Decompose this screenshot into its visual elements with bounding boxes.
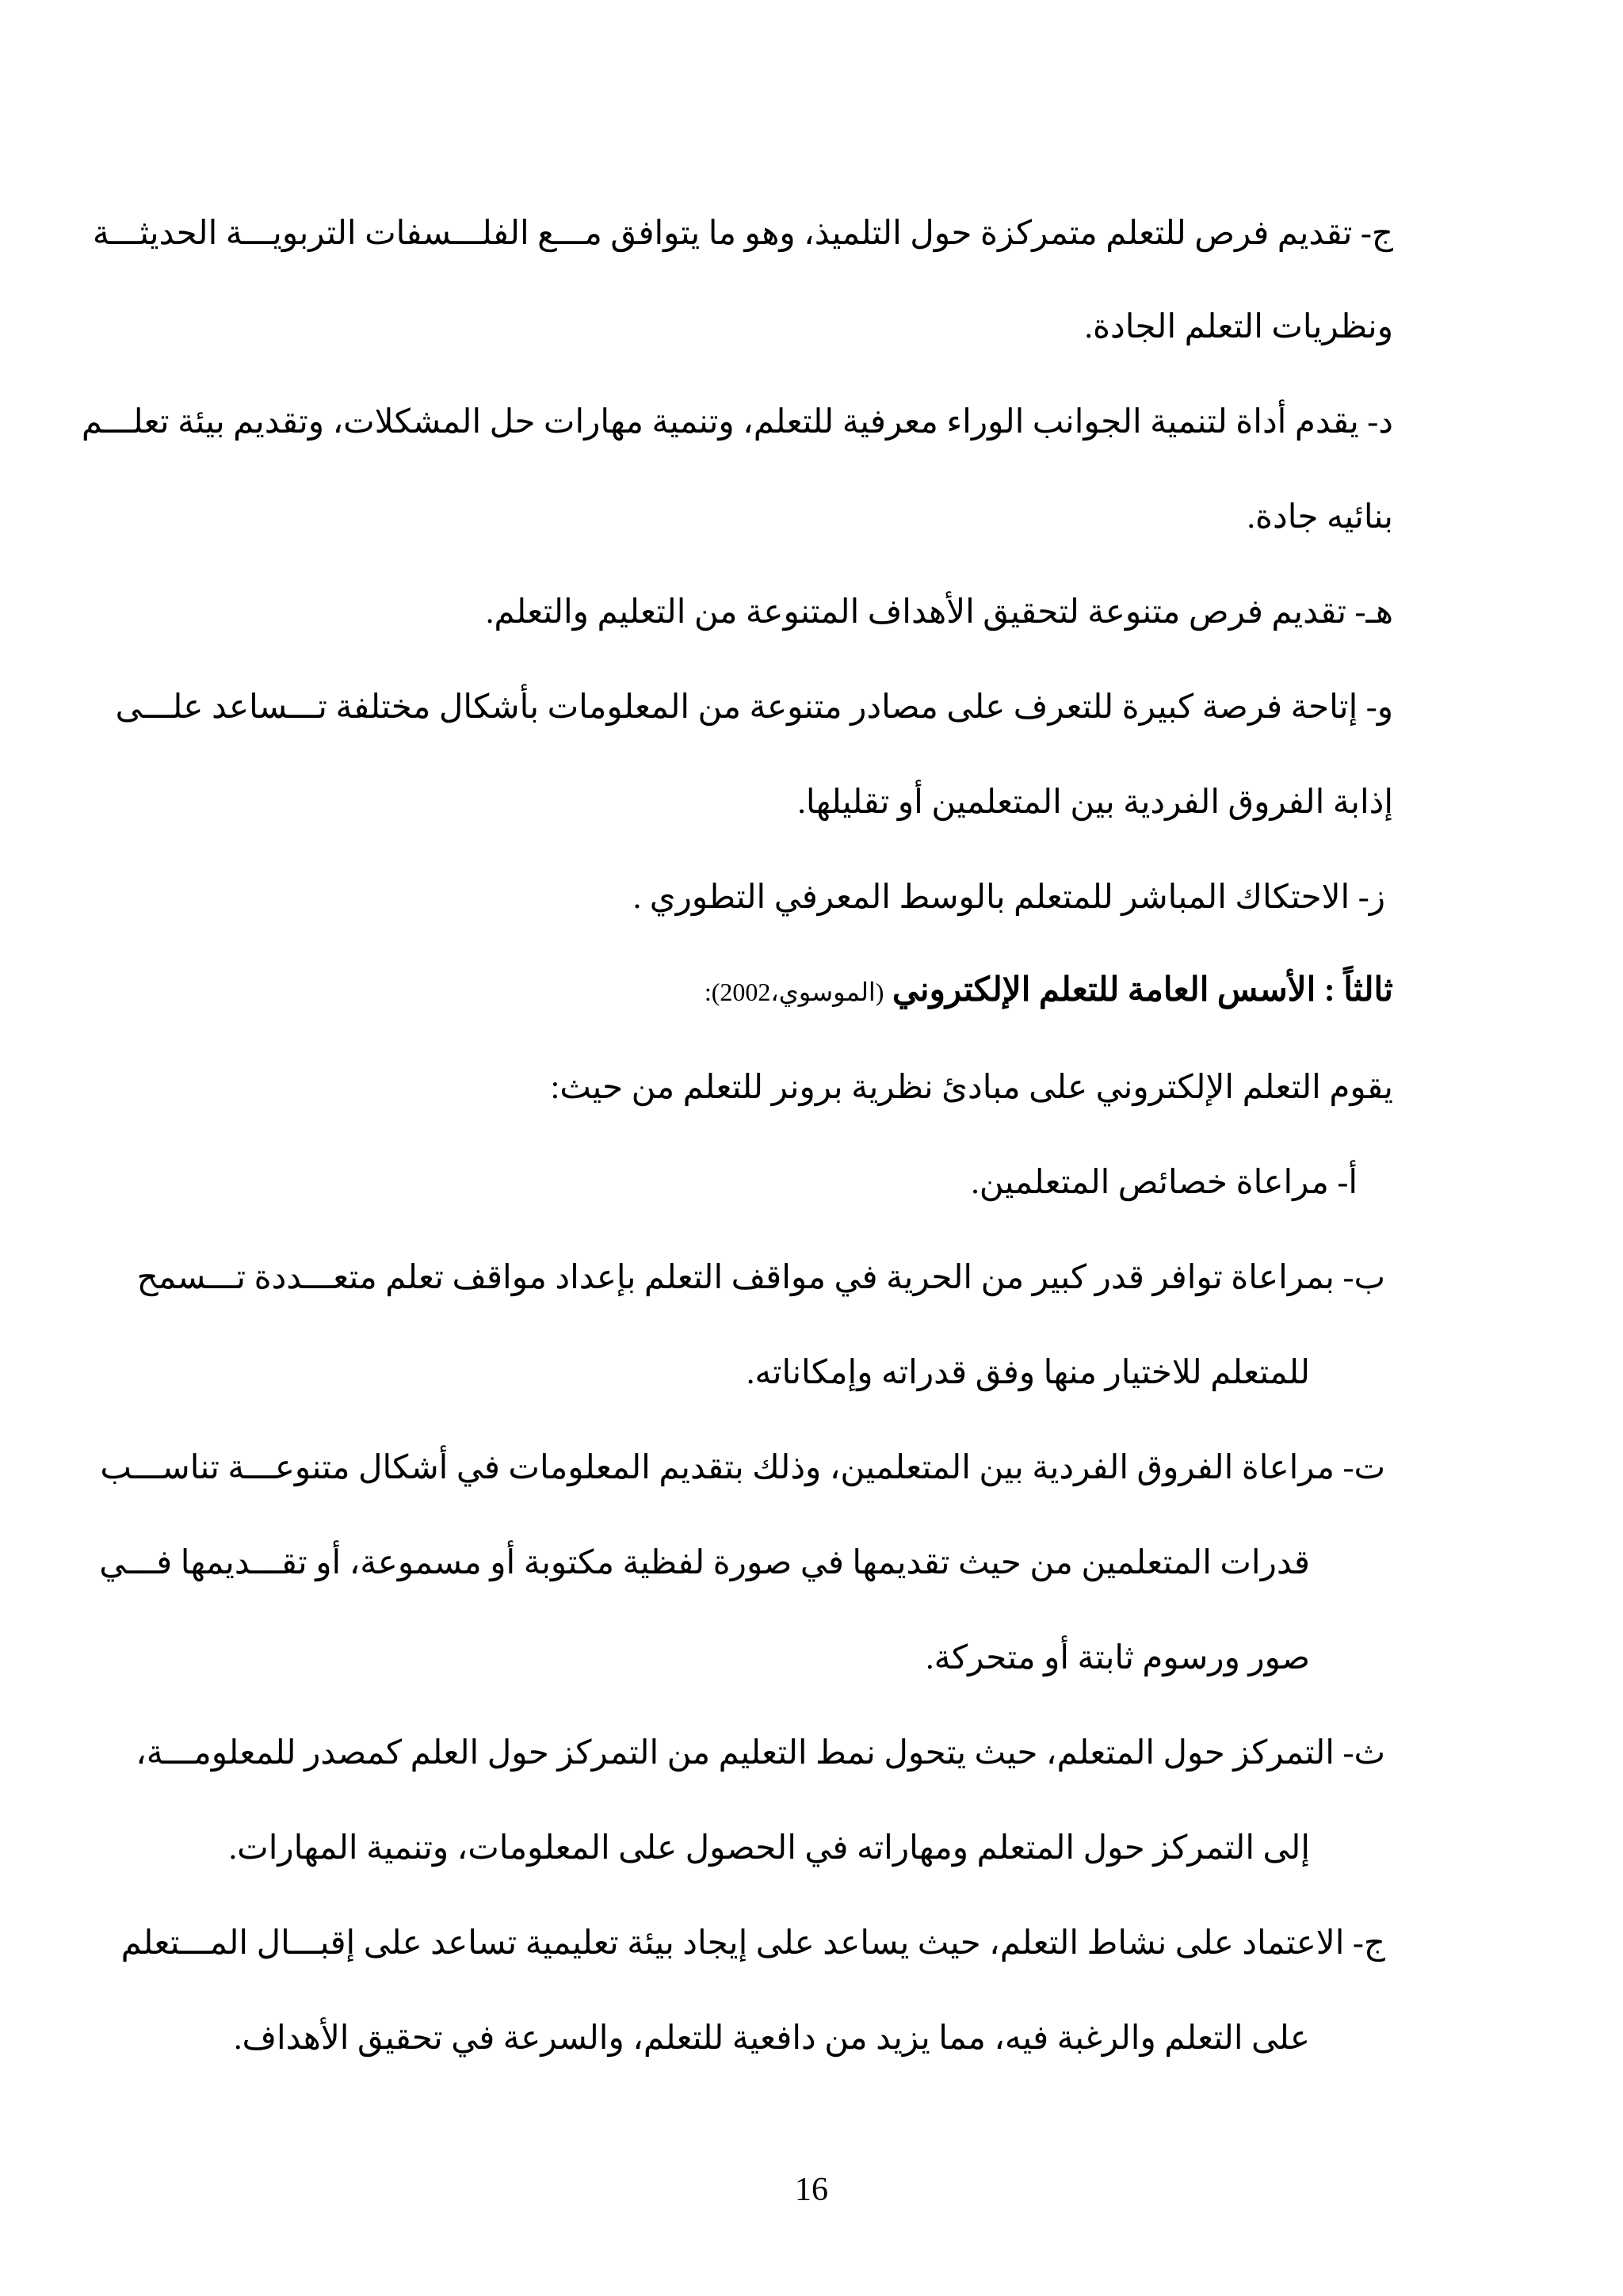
- list-item-continuation: صور ورسوم ثابتة أو متحركة.: [926, 1640, 1310, 1676]
- paragraph-line: ج- تقديم فرص للتعلم متمركزة حول التلميذ، وهو ما يتوافق مـــع الفلـــسفات التربويـــة الحديثـــة: [92, 215, 1393, 252]
- list-item: أ- مراعاة خصائص المتعلمين.: [971, 1165, 1358, 1201]
- section-heading: [198, 967, 1393, 1016]
- paragraph-line: هـ- تقديم فرص متنوعة لتحقيق الأهداف المتنوعة من التعليم والتعلم.: [485, 594, 1393, 631]
- list-item-continuation: للمتعلم للاختيار منها وفق قدراته وإمكاناته.: [746, 1355, 1310, 1391]
- list-item: ج- الاعتماد على نشاط التعلم، حيث يساعد على إيجاد بيئة تعليمية تساعد على إقبـــال المـــتعلم: [120, 1925, 1385, 1962]
- intro-text: يقوم التعلم الإلكتروني على مبادئ نظرية برونر للتعلم من حيث:: [550, 1070, 1393, 1106]
- paragraph-line: ونظريات التعلم الجادة.: [1084, 309, 1393, 345]
- paragraph-line: د- يقدم أداة لتنمية الجوانب الوراء معرفية للتعلم، وتنمية مهارات حل المشكلات، وتقديم بيئة تعلـــم: [81, 404, 1393, 441]
- heading-title: ثالثاً : الأسس العامة للتعلم الإلكتروني: [892, 972, 1393, 1009]
- paragraph-line: إذابة الفروق الفردية بين المتعلمين أو تقليلها.: [797, 784, 1393, 821]
- list-item: ث- التمركز حول المتعلم، حيث يتحول نمط التعليم من التمركز حول العلم كمصدر للمعلومـــة،: [136, 1735, 1385, 1772]
- paragraph-line: ز- الاحتكاك المباشر للمتعلم بالوسط المعرفي التطوري .: [632, 879, 1385, 916]
- list-item-continuation: على التعلم والرغبة فيه، مما يزيد من دافعية للتعلم، والسرعة في تحقيق الأهداف.: [233, 2020, 1310, 2057]
- paragraph-line: بنائيه جادة.: [1247, 499, 1393, 536]
- list-item-continuation: إلى التمركز حول المتعلم ومهاراته في الحصول على المعلومات، وتنمية المهارات.: [228, 1830, 1310, 1867]
- list-item-continuation: قدرات المتعلمين من حيث تقديمها في صورة لفظية مكتوبة أو مسموعة، أو تقـــديمها فـــي: [99, 1545, 1310, 1581]
- paragraph-line: و- إتاحة فرصة كبيرة للتعرف على مصادر متنوعة من المعلومات بأشكال مختلفة تـــساعد علـــى: [115, 689, 1393, 726]
- list-item: ب- بمراعاة توافر قدر كبير من الحرية في مواقف التعلم بإعداد مواقف تعلم متعـــددة تـــسمح: [136, 1260, 1385, 1296]
- heading-citation: (الموسوي،2002):: [704, 978, 884, 1006]
- list-item: ت- مراعاة الفروق الفردية بين المتعلمين، وذلك بتقديم المعلومات في أشكال متنوعـــة تناســـب: [100, 1450, 1385, 1486]
- page-number: 16: [795, 2172, 828, 2208]
